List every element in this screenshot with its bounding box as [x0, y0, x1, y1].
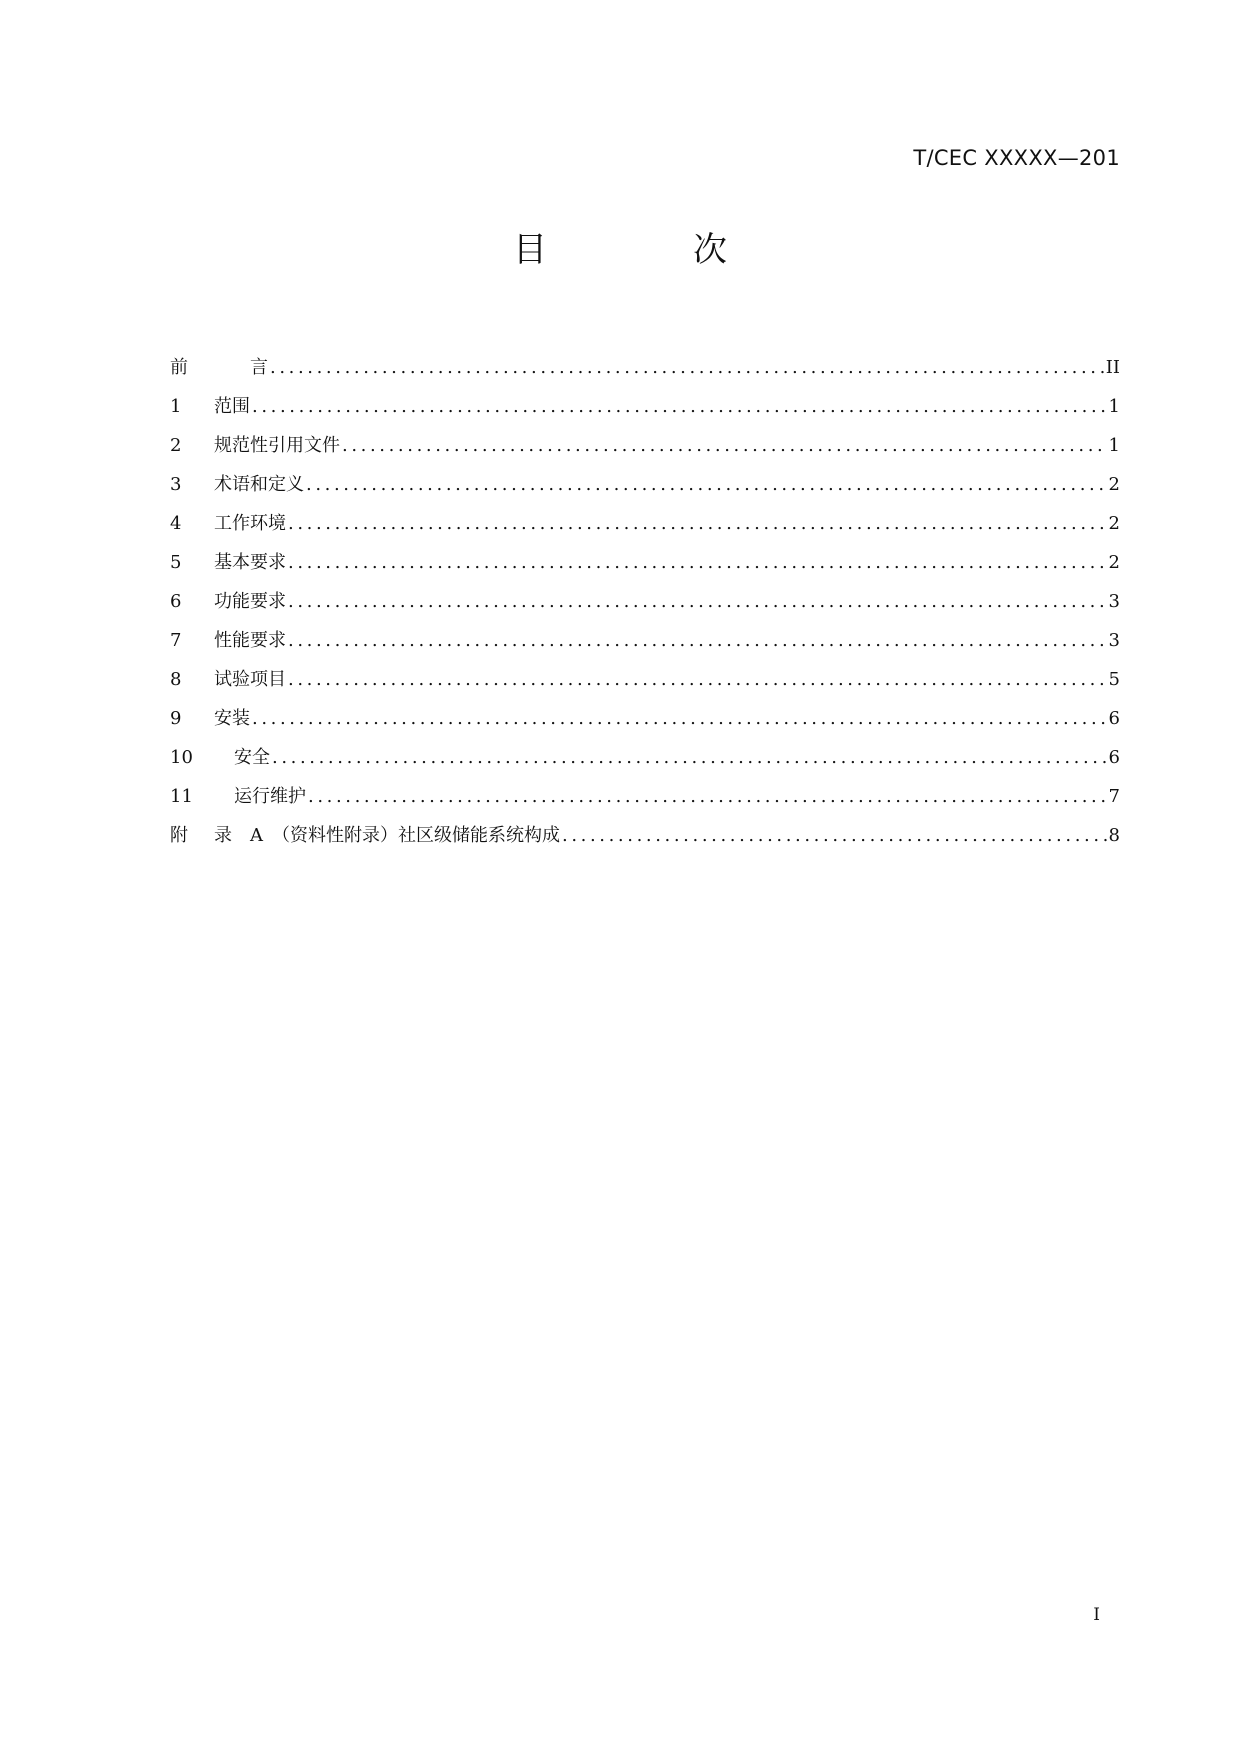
toc-entry-10[interactable]	[170, 743, 1120, 782]
toc-entry-number: 4	[170, 513, 182, 534]
table-of-contents	[170, 353, 1120, 860]
toc-dot-leader	[252, 396, 1107, 417]
toc-entry-number: 2	[170, 435, 182, 456]
document-code: T/CEC XXXXX—201	[913, 146, 1120, 170]
toc-entry-page: 2	[1108, 513, 1120, 534]
toc-dot-leader	[288, 591, 1107, 612]
toc-entry-2[interactable]	[170, 431, 1120, 470]
toc-entry-label: 术语和定义	[214, 474, 304, 495]
toc-entry-label: 功能要求	[214, 591, 286, 612]
toc-entry-6[interactable]	[170, 587, 1120, 626]
toc-dot-leader	[288, 552, 1107, 573]
toc-title: 目 次	[513, 230, 783, 270]
toc-entry-label: 性能要求	[214, 630, 286, 651]
toc-dot-leader	[288, 630, 1107, 651]
toc-entry-7[interactable]	[170, 626, 1120, 665]
toc-entry-page: 8	[1108, 825, 1120, 846]
toc-entry-page: 6	[1108, 708, 1120, 729]
toc-entry-label: 安装	[214, 708, 250, 729]
toc-entry-page: 3	[1108, 591, 1120, 612]
toc-entry-9[interactable]	[170, 704, 1120, 743]
toc-entry-label: 言	[214, 357, 268, 378]
toc-entry-3[interactable]	[170, 470, 1120, 509]
toc-entry-number: 前	[170, 357, 188, 378]
toc-dot-leader	[288, 669, 1107, 690]
toc-entry-page: 5	[1108, 669, 1120, 690]
toc-entry-page: 1	[1108, 396, 1120, 417]
toc-entry-label: 安全	[234, 747, 270, 768]
toc-entry-11[interactable]	[170, 782, 1120, 821]
toc-entry-number: 7	[170, 630, 182, 651]
toc-entry-number: 5	[170, 552, 182, 573]
toc-entry-page: 2	[1108, 474, 1120, 495]
toc-entry-label: 运行维护	[234, 786, 306, 807]
toc-entry-number: 8	[170, 669, 182, 690]
toc-entry-8[interactable]	[170, 665, 1120, 704]
toc-entry-number: 附	[170, 825, 188, 846]
toc-dot-leader	[252, 708, 1107, 729]
toc-dot-leader	[562, 825, 1107, 846]
toc-entry-label: 范围	[214, 396, 250, 417]
toc-entry-page: 2	[1108, 552, 1120, 573]
toc-entry-page: 7	[1108, 786, 1120, 807]
toc-entry-number: 1	[170, 396, 182, 417]
toc-dot-leader	[288, 513, 1107, 534]
toc-entry-1[interactable]	[170, 392, 1120, 431]
toc-entry-label: 试验项目	[214, 669, 286, 690]
toc-entry-number: 10	[170, 747, 193, 768]
page-number: I	[1093, 1605, 1100, 1625]
toc-entry-page: II	[1105, 357, 1120, 378]
toc-entry-label: 规范性引用文件	[214, 435, 340, 456]
toc-entry-appendix-a[interactable]	[170, 821, 1120, 860]
toc-entry-foreword[interactable]	[170, 353, 1120, 392]
toc-dot-leader	[270, 357, 1104, 378]
toc-entry-number: 9	[170, 708, 182, 729]
toc-entry-page: 1	[1108, 435, 1120, 456]
toc-dot-leader	[306, 474, 1107, 495]
toc-entry-number: 11	[170, 786, 193, 807]
toc-dot-leader	[342, 435, 1107, 456]
toc-entry-label: 工作环境	[214, 513, 286, 534]
toc-dot-leader	[272, 747, 1107, 768]
toc-entry-number: 6	[170, 591, 182, 612]
toc-entry-5[interactable]	[170, 548, 1120, 587]
toc-entry-4[interactable]	[170, 509, 1120, 548]
toc-dot-leader	[308, 786, 1107, 807]
toc-entry-page: 3	[1108, 630, 1120, 651]
toc-entry-number: 3	[170, 474, 182, 495]
toc-entry-label: 录 A （资料性附录）社区级储能系统构成	[214, 825, 560, 846]
toc-entry-label: 基本要求	[214, 552, 286, 573]
toc-entry-page: 6	[1108, 747, 1120, 768]
